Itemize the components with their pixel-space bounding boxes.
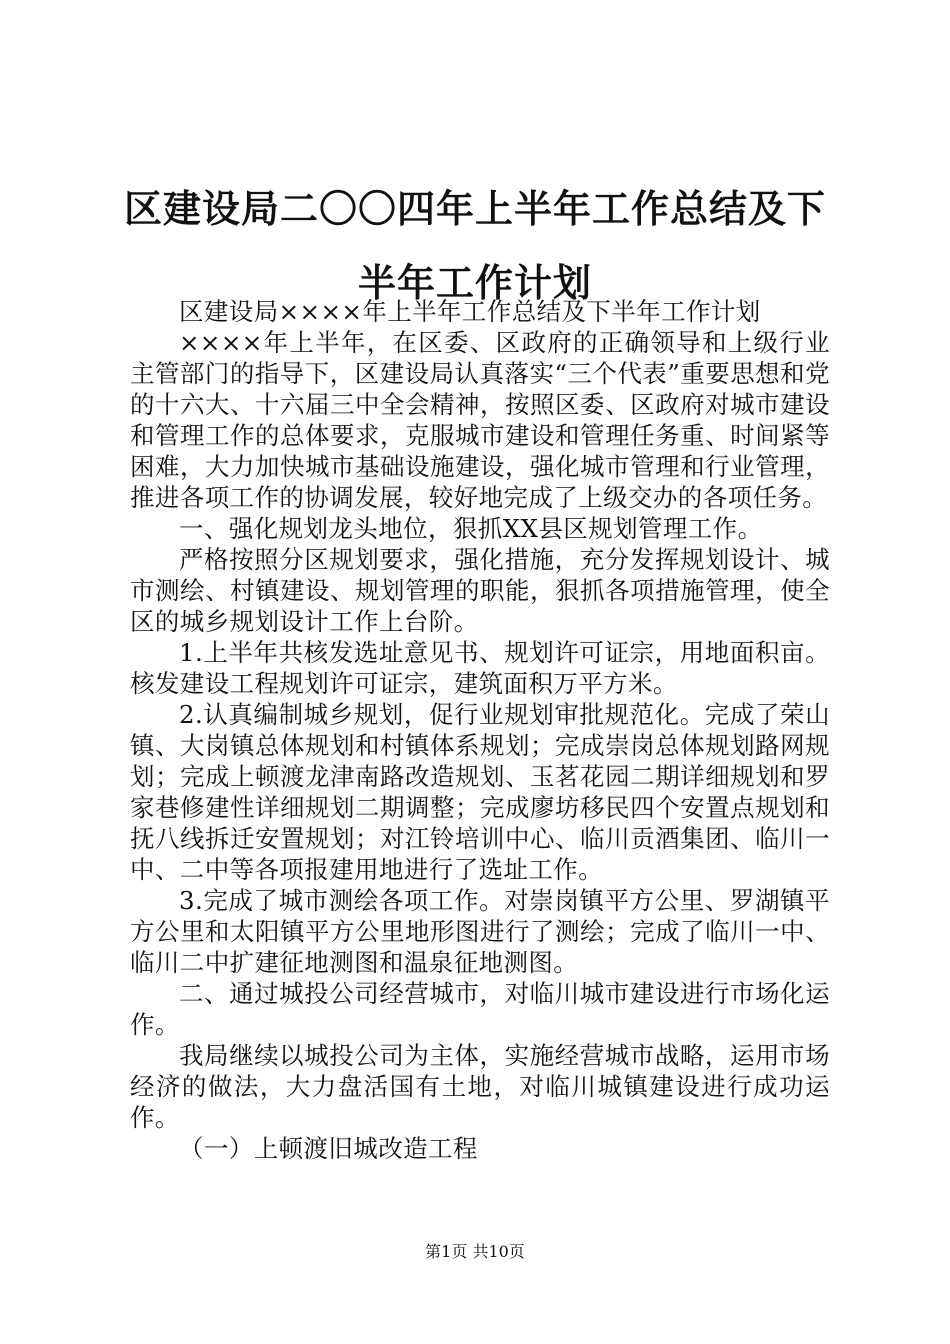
list-item-3: 3.完成了城市测绘各项工作。对崇岗镇平方公里、罗湖镇平方公里和太阳镇平方公里地形图进行了测绘；完成了临川一中、临川二中扩建征地测图和温泉征地测图。: [130, 886, 830, 977]
intro-paragraph: ××××年上半年，在区委、区政府的正确领导和上级行业主管部门的指导下，区建设局认真落实“三个代表”重要思想和党的十六大、十六届三中全会精神，按照区委、区政府对城市建设和管理工作的总体要求，克服城市建设和管理任务重、时间紧等困难，大力加快城市基础设施建设，强化城市管理和行业管理，推进各项工作的协调发展，较好地完成了上级交办的各项任务。: [130, 328, 830, 512]
document-body: [130, 296, 830, 1164]
subtitle-paragraph: 区建设局××××年上半年工作总结及下半年工作计划: [179, 297, 761, 326]
subsection-heading: （一）上顿渡旧城改造工程: [179, 1134, 478, 1163]
section-heading-2: 二、通过城投公司经营城市，对临川城市建设进行市场化运作。: [130, 979, 830, 1039]
document-title: 区建设局二〇〇四年上半年工作总结及下半年工作计划: [123, 186, 826, 305]
list-item-2: 2.认真编制城乡规划，促行业规划审批规范化。完成了荣山镇、大岗镇总体规划和村镇体系规划；完成崇岗总体规划路网规划；完成上顿渡龙津南路改造规划、玉茗花园二期详细规划和罗家巷修建性详细规划二期调整；完成廖坊移民四个安置点规划和抚八线拆迁安置规划；对江铃培训中心、临川贡酒集团、临川一中、二中等各项报建用地进行了选址工作。: [130, 700, 830, 884]
page-footer: 第1页 共10页: [425, 1242, 525, 1261]
list-item-1: 1.上半年共核发选址意见书、规划许可证宗，用地面积亩。核发建设工程规划许可证宗，建筑面积万平方米。: [130, 638, 830, 698]
section-heading-1: 一、强化规划龙头地位，狠抓XX县区规划管理工作。: [179, 514, 763, 543]
body-paragraph: 我局继续以城投公司为主体，实施经营城市战略，运用市场经济的做法，大力盘活国有土地，对临川城镇建设进行成功运作。: [130, 1041, 830, 1132]
body-paragraph: 严格按照分区规划要求，强化措施，充分发挥规划设计、城市测绘、村镇建设、规划管理的职能，狠抓各项措施管理，使全区的城乡规划设计工作上台阶。: [130, 545, 830, 636]
